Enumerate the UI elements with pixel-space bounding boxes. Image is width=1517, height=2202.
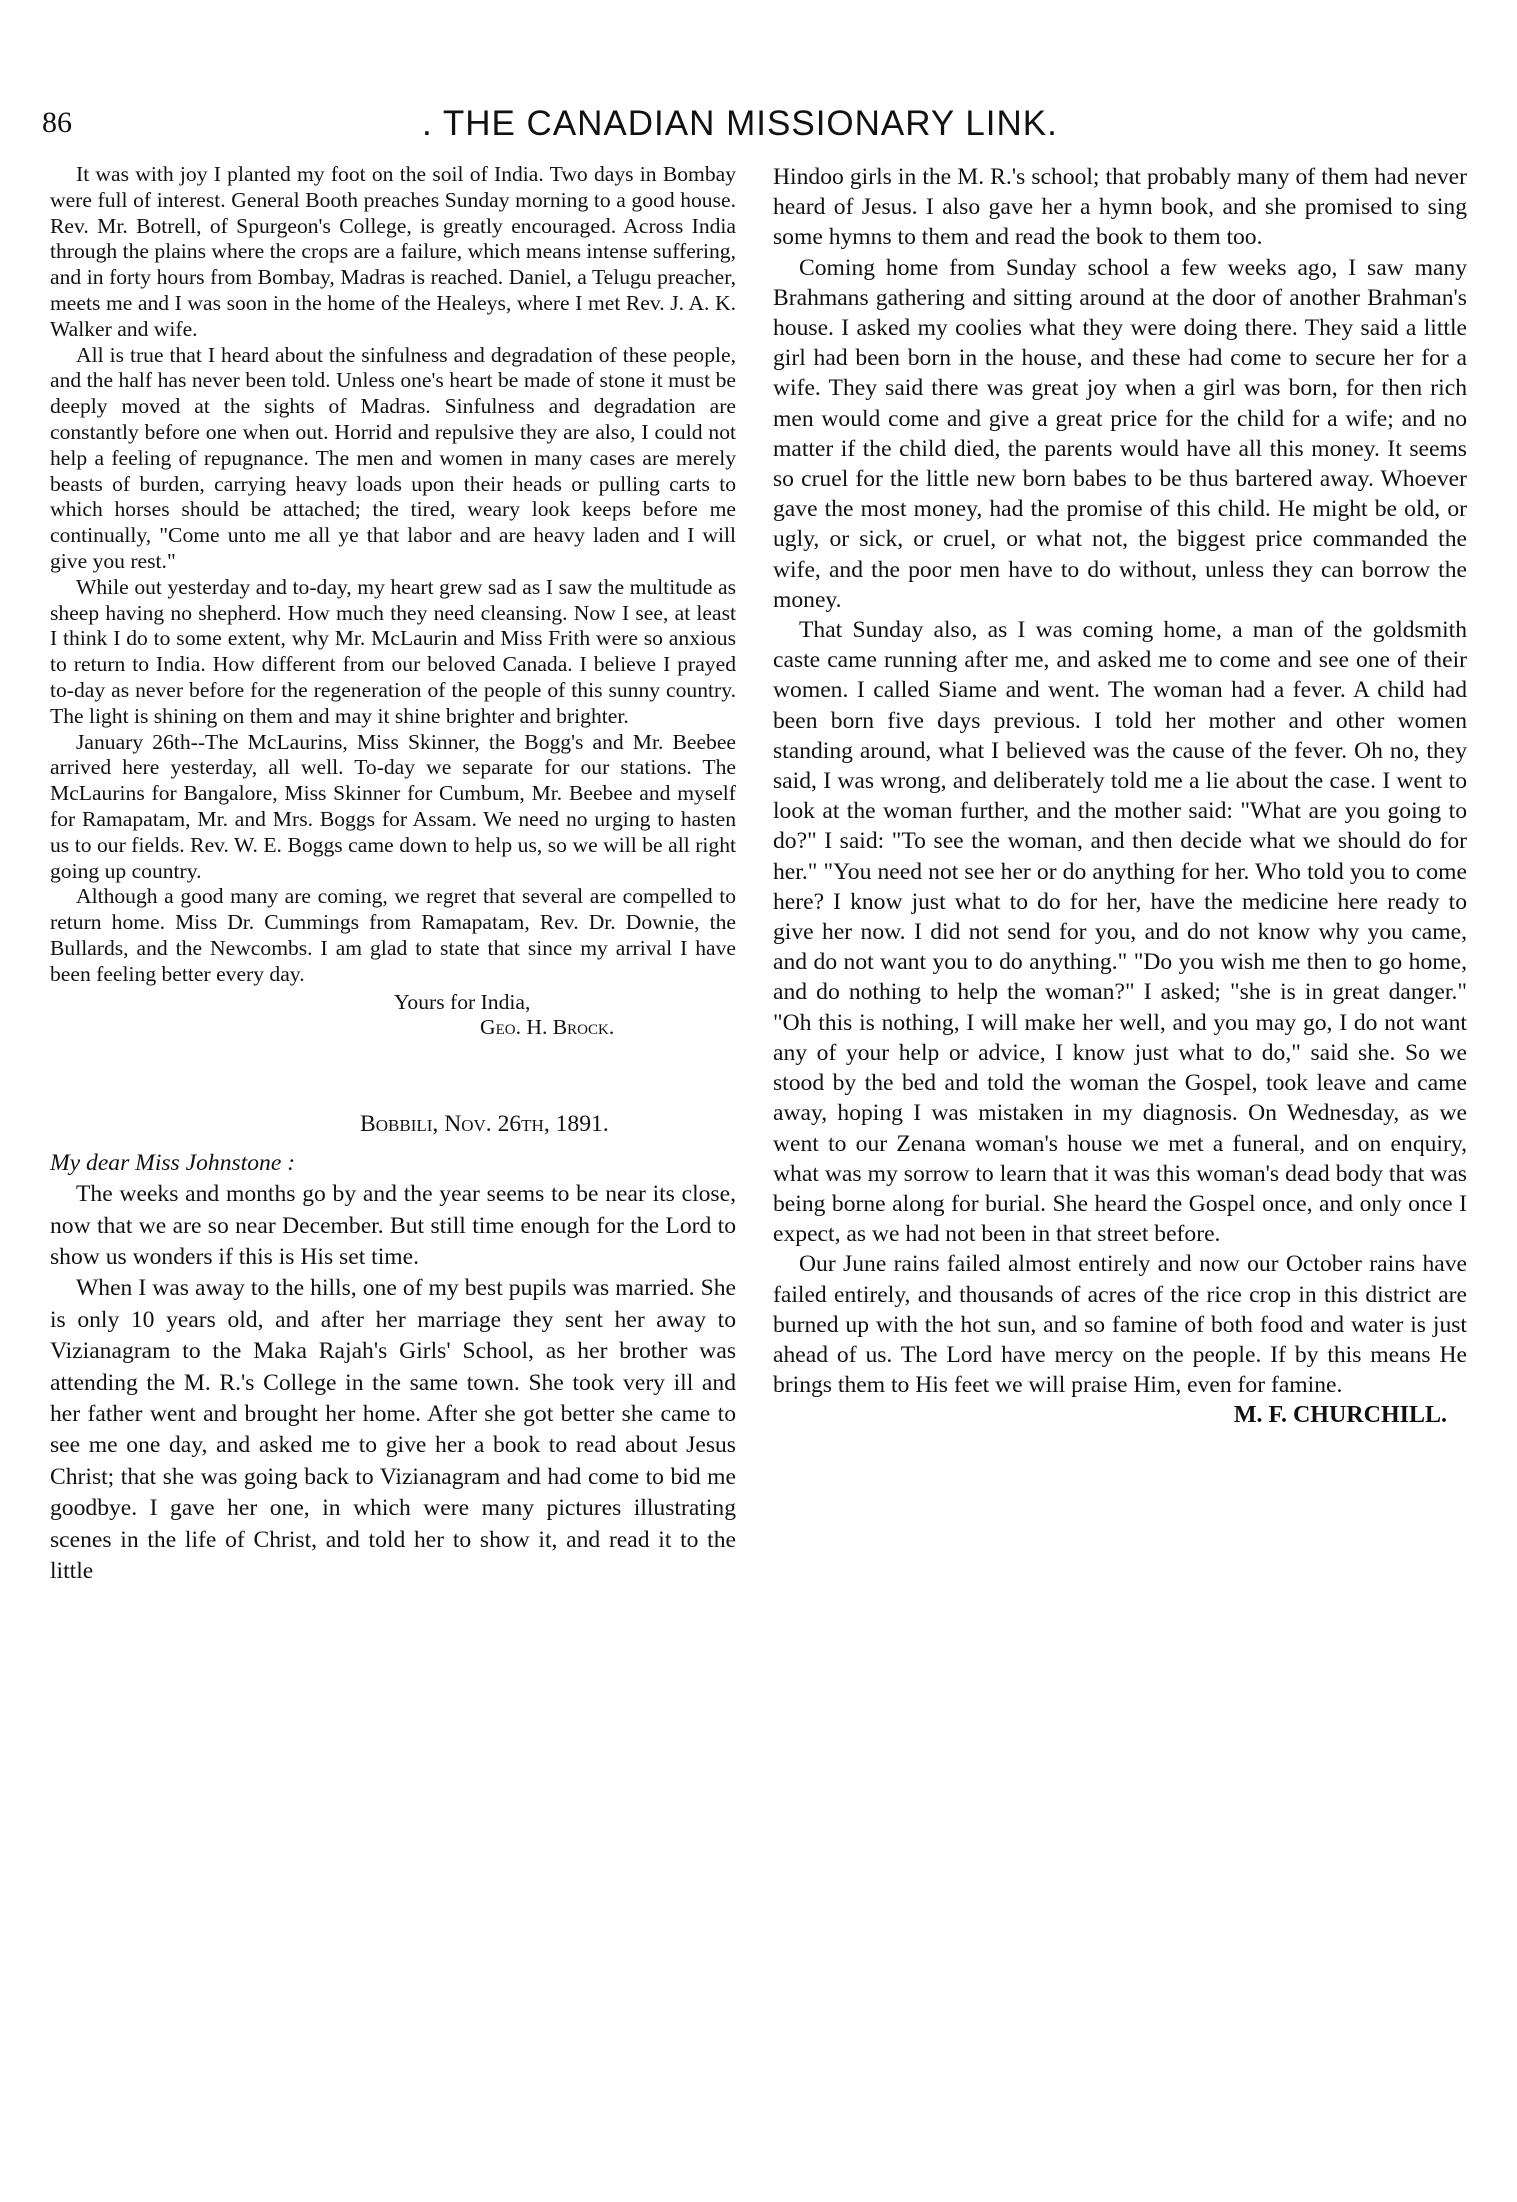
- paragraph: While out yesterday and to-day, my heart grew sad as I saw the multitude as sheep having no shepherd. How much they need cleansing. Now I see, at least I think I do to some extent, why Mr. McLaurin and Miss Frith were so anxious to return to India. How different from our beloved Canada. I believe I prayed to-day as never before for the regeneration of the people of this sunny country. The light is shining on them and may it shine brighter and brighter.: [50, 574, 736, 728]
- paragraph: January 26th--The McLaurins, Miss Skinner, the Bogg's and Mr. Beebee arrived here yesterday, all well. To-day we separate for our stations. The McLaurins for Bangalore, Miss Skinner for Cumbum, Mr. Beebee and myself for Ramapatam, Mr. and Mrs. Boggs for Assam. We need no urging to hasten us to our fields. Rev. W. E. Boggs came down to help us, so we will be all right going up country.: [50, 729, 736, 883]
- paragraph: Coming home from Sunday school a few weeks ago, I saw many Brahmans gathering and sitting around at the door of another Brahman's house. I asked my coolies what they were doing there. They said a little girl had been born in the house, and these had come to secure her for a wife. They said there was great joy when a girl was born, for then rich men would come and give a great price for the child for a wife; and no matter if the child died, the parents would have all this money. It seems so cruel for the little new born babes to be thus bartered away. Whoever gave the most money, had the promise of this child. He might be old, or ugly, or sick, or cruel, or what not, the biggest price commanded the wife, and the poor men have to do without, unless they can borrow the money.: [773, 254, 1467, 613]
- dateline: Bobbili, Nov. 26th, 1891.: [360, 1111, 609, 1138]
- paragraph: All is true that I heard about the sinfulness and degradation of these people, and the half has never been told. Unless one's heart be made of stone it must be deeply moved at the sights of Madras. Sinfulness and degradation are constantly before one when out. Horrid and repulsive they are also, I could not help a feeling of repugnance. The men and women in many cases are merely beasts of burden, carrying heavy loads upon their heads or pulling carts to which horses should be attached; the tired, weary look keeps before me continually, "Come unto me all ye that labor and are heavy laden and I will give you rest.": [50, 342, 736, 573]
- paragraph: When I was away to the hills, one of my best pupils was married. She is only 10 years old, and after her marriage they sent her away to Vizianagram to the Maka Rajah's Girls' School, as her brother was attending the M. R.'s College in the same town. She took very ill and her father went and brought her home. After she got better she came to see me one day, and asked me to give her a book to read about Jesus Christ; that she was going back to Vizianagram and had come to bid me goodbye. I gave her one, in which were many pictures illustrating scenes in the life of Christ, and told her to show it, and read it to the little: [50, 1275, 736, 1584]
- page-number: 86: [42, 106, 72, 139]
- letter-two-start: [50, 1111, 736, 1587]
- paragraph: Hindoo girls in the M. R.'s school; that probably many of them had never heard of Jesus. I also gave her a hymn book, and she promised to sing some hymns to them and read the book to them too.: [773, 164, 1467, 251]
- letter-one: [50, 162, 736, 1041]
- letter-signature: Geo. H. Brock.: [480, 1015, 615, 1040]
- salutation: My dear Miss Johnstone :: [50, 1150, 296, 1177]
- page-header: [42, 106, 1462, 154]
- left-column: [50, 162, 736, 1587]
- letter-signature: M. F. CHURCHILL.: [1233, 1402, 1447, 1429]
- paragraph: That Sunday also, as I was coming home, a man of the goldsmith caste came running after me, and asked me to come and see one of their women. I called Siame and went. The woman had a fever. A child had been born five days previous. I told her mother and other women standing around, what I believed was the cause of the fever. Oh no, they said, I was wrong, and deliberately told me a lie about the case. I went to look at the woman further, and the mother said: "What are you going to do?" I said: "To see the woman, and then decide what we should do for her." "You need not see her or do anything for her. Who told you to come here? I know just what to do for her, have the medicine here ready to give her now. I did not send for you, and do not know why you came, and do not want you to do anything." "Do you wish me then to go home, and do nothing to help the woman?" I asked; "she is in great danger." "Oh this is nothing, I will make her well, and you may go, I do not want any of your help or advice, I know just what to do," said she. So we stood by the bed and told the woman the Gospel, took leave and came away, hoping I was mistaken in my diagnosis. On Wednesday, as we went to our Zenana woman's house we met a funeral, and on enquiry, what was my sorrow to learn that it was this woman's dead body that was being borne along for burial. She heard the Gospel once, and only once I expect, as we had not been in that street before.: [773, 617, 1467, 1248]
- paragraph: Our June rains failed almost entirely and now our October rains have failed entirely, and thousands of acres of the rice crop in this district are burned up with the hot sun, and so famine of both food and water is just ahead of us. The Lord have mercy on the people. If by this means He brings them to His feet we will praise Him, even for famine.: [773, 1251, 1467, 1399]
- letter-closing: Yours for India,: [394, 989, 531, 1014]
- right-column: [773, 162, 1467, 1430]
- paragraph: Although a good many are coming, we regret that several are compelled to return home. Miss Dr. Cummings from Ramapatam, Rev. Dr. Downie, the Bullards, and the Newcombs. I am glad to state that since my arrival I have been feeling better every day.: [50, 884, 736, 986]
- paragraph: It was with joy I planted my foot on the soil of India. Two days in Bombay were full of interest. General Booth preaches Sunday morning to a good house. Rev. Mr. Botrell, of Spurgeon's College, is greatly encouraged. Across India through the plains where the crops are a failure, which means intense suffering, and in forty hours from Bombay, Madras is reached. Daniel, a Telugu preacher, meets me and I was soon in the home of the Healeys, where I met Rev. J. A. K. Walker and wife.: [50, 162, 736, 341]
- journal-title: . THE CANADIAN MISSIONARY LINK.: [422, 104, 1058, 143]
- letter-signature-line: [773, 1400, 1467, 1430]
- paragraph: The weeks and months go by and the year seems to be near its close, now that we are so near December. But still time enough for the Lord to show us wonders if this is His set time.: [50, 1181, 736, 1270]
